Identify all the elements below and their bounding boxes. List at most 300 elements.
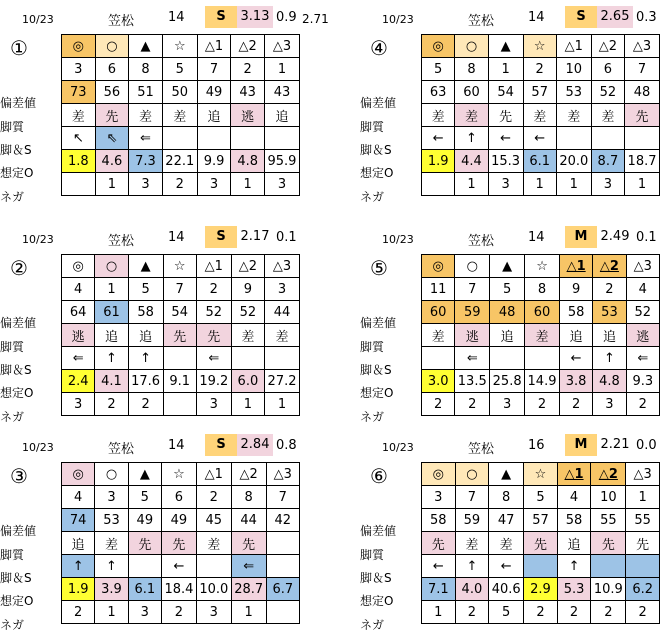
cell-nums: 8 bbox=[455, 58, 488, 81]
race-number: ③ bbox=[10, 464, 28, 488]
panel-header bbox=[0, 226, 300, 250]
race-date: 10/23 bbox=[382, 441, 414, 454]
cell-arrow: ↑ bbox=[95, 555, 128, 578]
row-label: 脚＆S bbox=[360, 143, 392, 157]
cell-nega bbox=[62, 173, 96, 196]
cell-nums: 6 bbox=[161, 486, 196, 509]
cell-odds: 7.1 bbox=[422, 578, 456, 601]
race-date: 10/23 bbox=[22, 233, 54, 246]
cell-style: 逃 bbox=[455, 324, 490, 347]
cell-style: 差 bbox=[422, 104, 455, 127]
row-label: 想定O bbox=[0, 166, 34, 180]
cell-marks: △2 bbox=[231, 463, 266, 486]
cell-dev: 43 bbox=[231, 81, 265, 104]
row-label: 脚質 bbox=[360, 120, 385, 134]
cell-nums: 2 bbox=[196, 278, 231, 301]
cell-arrow bbox=[591, 555, 626, 578]
cell-nums: 5 bbox=[128, 278, 163, 301]
cell-marks: △1 bbox=[556, 35, 591, 58]
row-label: 脚＆S bbox=[0, 571, 32, 585]
cell-dev: 53 bbox=[556, 81, 591, 104]
score-value: 3.13 bbox=[237, 6, 273, 28]
grade-badge: M bbox=[565, 434, 597, 456]
cell-arrow: ↑ bbox=[128, 347, 163, 370]
cell-nums: 2 bbox=[196, 486, 231, 509]
cell-odds: 4.6 bbox=[95, 150, 129, 173]
cell-arrow bbox=[231, 127, 265, 150]
table-row-odds bbox=[422, 578, 660, 601]
race-number: ② bbox=[10, 256, 28, 280]
table-row-nega bbox=[422, 601, 660, 624]
row-label: 脚質 bbox=[360, 340, 385, 354]
cell-odds: 27.2 bbox=[265, 370, 300, 393]
cell-marks: △1 bbox=[197, 35, 231, 58]
cell-arrow bbox=[524, 555, 558, 578]
cell-marks: △1 bbox=[196, 255, 231, 278]
table-row-arrow bbox=[62, 127, 300, 150]
cell-odds: 13.5 bbox=[455, 370, 490, 393]
cell-odds: 2.4 bbox=[62, 370, 95, 393]
cell-arrow bbox=[128, 555, 161, 578]
cell-nega: 1 bbox=[625, 173, 660, 196]
score-value: 2.21 bbox=[600, 437, 630, 452]
cell-dev: 53 bbox=[95, 509, 128, 532]
table-row-nums bbox=[422, 278, 660, 301]
cell-odds: 22.1 bbox=[162, 150, 197, 173]
cell-odds: 19.2 bbox=[196, 370, 231, 393]
runner-count: 14 bbox=[168, 438, 185, 453]
cell-dev: 74 bbox=[62, 509, 95, 532]
cell-marks: ▲ bbox=[488, 35, 523, 58]
cell-style: 差 bbox=[591, 104, 624, 127]
cell-odds: 25.8 bbox=[490, 370, 525, 393]
cell-arrow: ← bbox=[422, 555, 456, 578]
cell-marks: ◎ bbox=[62, 463, 95, 486]
cell-dev: 47 bbox=[489, 509, 524, 532]
cell-nega: 3 bbox=[196, 393, 231, 416]
cell-dev: 48 bbox=[490, 301, 525, 324]
cell-style: 逃 bbox=[626, 324, 659, 347]
cell-marks: ○ bbox=[95, 463, 128, 486]
cell-arrow bbox=[231, 347, 264, 370]
cell-nega bbox=[266, 601, 299, 624]
cell-odds: 1.9 bbox=[422, 150, 455, 173]
cell-nega: 3 bbox=[196, 601, 231, 624]
cell-dev: 56 bbox=[95, 81, 129, 104]
diff-value: 0.3 bbox=[636, 10, 657, 25]
prediction-table bbox=[421, 34, 660, 196]
row-label: 想定O bbox=[360, 594, 394, 608]
table-row-arrow bbox=[422, 127, 660, 150]
cell-nega: 2 bbox=[559, 393, 592, 416]
cell-style: 追 bbox=[128, 324, 163, 347]
cell-dev: 63 bbox=[422, 81, 455, 104]
cell-nums: 9 bbox=[231, 278, 264, 301]
cell-marks: ◎ bbox=[422, 463, 456, 486]
cell-nega: 2 bbox=[161, 601, 196, 624]
cell-style: 差 bbox=[556, 104, 591, 127]
cell-marks: ☆ bbox=[162, 35, 197, 58]
cell-nums: 5 bbox=[128, 486, 161, 509]
row-label: 偏差値 bbox=[0, 316, 37, 330]
cell-dev: 57 bbox=[523, 81, 556, 104]
cell-nega: 3 bbox=[591, 173, 624, 196]
cell-dev: 60 bbox=[455, 81, 488, 104]
cell-arrow bbox=[265, 347, 300, 370]
cell-nums: 3 bbox=[265, 278, 300, 301]
table-row-marks bbox=[62, 463, 300, 486]
cell-marks: ☆ bbox=[163, 255, 196, 278]
cell-style: 差 bbox=[265, 324, 300, 347]
cell-nums: 10 bbox=[556, 58, 591, 81]
row-label: 脚質 bbox=[0, 120, 25, 134]
cell-marks: △2 bbox=[593, 255, 626, 278]
cell-marks: △1 bbox=[557, 463, 591, 486]
cell-arrow: ← bbox=[523, 127, 556, 150]
panel-header bbox=[360, 226, 660, 250]
cell-odds: 2.9 bbox=[524, 578, 558, 601]
cell-style: 逃 bbox=[62, 324, 95, 347]
cell-marks: △2 bbox=[591, 463, 626, 486]
cell-arrow: ↑ bbox=[95, 347, 128, 370]
cell-nums: 3 bbox=[95, 486, 128, 509]
cell-arrow bbox=[490, 347, 525, 370]
cell-dev: 52 bbox=[626, 301, 659, 324]
cell-marks: △2 bbox=[591, 35, 624, 58]
cell-style: 差 bbox=[422, 324, 455, 347]
cell-marks: ○ bbox=[455, 463, 489, 486]
cell-nega: 1 bbox=[556, 173, 591, 196]
cell-odds: 3.8 bbox=[559, 370, 592, 393]
table-row-nums bbox=[422, 58, 660, 81]
cell-dev: 44 bbox=[265, 301, 300, 324]
cell-odds: 95.9 bbox=[264, 150, 299, 173]
cell-nega: 2 bbox=[626, 601, 660, 624]
cell-marks: ○ bbox=[455, 255, 490, 278]
runner-count: 14 bbox=[168, 10, 185, 25]
cell-arrow: ↑ bbox=[455, 555, 489, 578]
race-number: ① bbox=[10, 36, 28, 60]
table-row-style bbox=[62, 324, 300, 347]
row-label: ネガ bbox=[360, 410, 385, 424]
cell-style: 差 bbox=[231, 324, 264, 347]
cell-marks: ☆ bbox=[524, 463, 558, 486]
cell-style: 追 bbox=[197, 104, 231, 127]
grade-badge: S bbox=[565, 6, 597, 28]
cell-odds: 6.0 bbox=[231, 370, 264, 393]
cell-arrow bbox=[625, 127, 660, 150]
runner-count: 14 bbox=[528, 10, 545, 25]
cell-nega: 3 bbox=[490, 393, 525, 416]
cell-style: 追 bbox=[593, 324, 626, 347]
cell-arrow: ↑ bbox=[557, 555, 591, 578]
cell-marks: ▲ bbox=[489, 463, 524, 486]
cell-nums: 7 bbox=[163, 278, 196, 301]
cell-nums: 8 bbox=[525, 278, 560, 301]
cell-nums: 6 bbox=[591, 58, 624, 81]
cell-nums: 11 bbox=[422, 278, 455, 301]
row-label: 脚質 bbox=[0, 548, 25, 562]
cell-odds: 3.0 bbox=[422, 370, 455, 393]
table-row-odds bbox=[62, 578, 300, 601]
cell-dev: 49 bbox=[161, 509, 196, 532]
table-row-style bbox=[422, 324, 660, 347]
cell-marks: ○ bbox=[95, 255, 128, 278]
cell-nums: 2 bbox=[593, 278, 626, 301]
cell-style: 先 bbox=[95, 104, 129, 127]
cell-nega: 2 bbox=[62, 601, 95, 624]
cell-dev: 45 bbox=[196, 509, 231, 532]
cell-nega: 1 bbox=[231, 601, 266, 624]
cell-nega: 3 bbox=[128, 601, 161, 624]
cell-nums: 4 bbox=[62, 278, 95, 301]
cell-style: 先 bbox=[128, 532, 161, 555]
cell-arrow bbox=[163, 347, 196, 370]
venue: 笠松 bbox=[468, 234, 495, 249]
cell-style: 先 bbox=[488, 104, 523, 127]
cell-dev: 57 bbox=[524, 509, 558, 532]
cell-nega: 2 bbox=[95, 393, 128, 416]
cell-dev: 42 bbox=[266, 509, 299, 532]
cell-dev: 50 bbox=[162, 81, 197, 104]
cell-style: 先 bbox=[524, 532, 558, 555]
cell-nega: 1 bbox=[455, 173, 488, 196]
cell-nega: 1 bbox=[523, 173, 556, 196]
cell-dev: 52 bbox=[231, 301, 264, 324]
cell-arrow: ↖ bbox=[62, 127, 96, 150]
table-row-nums bbox=[422, 486, 660, 509]
runner-count: 14 bbox=[528, 230, 545, 245]
score-value: 2.17 bbox=[240, 229, 270, 244]
cell-style: 追 bbox=[559, 324, 592, 347]
cell-nums: 7 bbox=[625, 58, 660, 81]
cell-nums: 5 bbox=[422, 58, 455, 81]
cell-style: 差 bbox=[525, 324, 560, 347]
table-row-nega bbox=[422, 173, 660, 196]
cell-dev: 53 bbox=[593, 301, 626, 324]
cell-odds: 1.9 bbox=[62, 578, 95, 601]
table-row-dev bbox=[422, 509, 660, 532]
cell-dev: 49 bbox=[197, 81, 231, 104]
cell-nums: 1 bbox=[488, 58, 523, 81]
table-row-marks bbox=[62, 255, 300, 278]
diff-value: 0.1 bbox=[276, 230, 297, 245]
row-label: 偏差値 bbox=[360, 316, 397, 330]
cell-odds: 17.6 bbox=[128, 370, 163, 393]
cell-nega: 1 bbox=[95, 173, 129, 196]
prediction-table bbox=[421, 254, 660, 416]
table-row-odds bbox=[62, 370, 300, 393]
race-date: 10/23 bbox=[22, 13, 54, 26]
cell-arrow: ⇖ bbox=[95, 127, 129, 150]
cell-style: 差 bbox=[489, 532, 524, 555]
cell-marks: ☆ bbox=[525, 255, 560, 278]
prediction-table bbox=[61, 462, 300, 624]
cell-odds: 10.0 bbox=[196, 578, 231, 601]
cell-marks: ◎ bbox=[62, 35, 96, 58]
extra-value: 2.71 bbox=[302, 12, 329, 26]
table-row-style bbox=[62, 104, 300, 127]
cell-marks: ☆ bbox=[161, 463, 196, 486]
cell-dev: 49 bbox=[128, 509, 161, 532]
cell-odds: 9.9 bbox=[197, 150, 231, 173]
cell-odds: 28.7 bbox=[231, 578, 266, 601]
cell-dev: 58 bbox=[559, 301, 592, 324]
cell-marks: ▲ bbox=[490, 255, 525, 278]
cell-odds: 9.3 bbox=[626, 370, 659, 393]
cell-nums: 10 bbox=[591, 486, 626, 509]
row-label: ネガ bbox=[0, 618, 25, 632]
cell-style: 差 bbox=[95, 532, 128, 555]
prediction-table bbox=[421, 462, 660, 624]
cell-marks: ◎ bbox=[62, 255, 95, 278]
cell-nega: 2 bbox=[455, 601, 489, 624]
cell-arrow bbox=[626, 555, 660, 578]
cell-style: 先 bbox=[626, 532, 660, 555]
cell-style: 差 bbox=[196, 532, 231, 555]
cell-arrow bbox=[197, 127, 231, 150]
cell-dev: 43 bbox=[264, 81, 299, 104]
cell-style: 先 bbox=[625, 104, 660, 127]
cell-arrow: ↑ bbox=[593, 347, 626, 370]
table-row-arrow bbox=[422, 347, 660, 370]
cell-arrow bbox=[422, 347, 455, 370]
cell-odds: 1.8 bbox=[62, 150, 96, 173]
grade-badge: S bbox=[205, 434, 237, 456]
cell-marks: △3 bbox=[625, 35, 660, 58]
cell-odds: 4.4 bbox=[455, 150, 488, 173]
cell-marks: ▲ bbox=[128, 463, 161, 486]
cell-nums: 7 bbox=[455, 486, 489, 509]
cell-nums: 1 bbox=[264, 58, 299, 81]
cell-style: 先 bbox=[163, 324, 196, 347]
cell-arrow bbox=[591, 127, 624, 150]
table-row-odds bbox=[422, 370, 660, 393]
cell-nega: 2 bbox=[128, 393, 163, 416]
venue: 笠松 bbox=[468, 442, 495, 457]
table-row-nega bbox=[62, 173, 300, 196]
cell-nega: 1 bbox=[265, 393, 300, 416]
cell-nega bbox=[163, 393, 196, 416]
cell-nums: 8 bbox=[231, 486, 266, 509]
cell-dev: 54 bbox=[488, 81, 523, 104]
cell-dev: 44 bbox=[231, 509, 266, 532]
runner-count: 14 bbox=[168, 230, 185, 245]
cell-dev: 60 bbox=[422, 301, 455, 324]
table-row-odds bbox=[422, 150, 660, 173]
cell-arrow bbox=[196, 555, 231, 578]
cell-nega: 1 bbox=[231, 173, 265, 196]
cell-marks: ▲ bbox=[128, 255, 163, 278]
cell-odds: 6.2 bbox=[626, 578, 660, 601]
cell-arrow bbox=[266, 555, 299, 578]
cell-odds: 18.7 bbox=[625, 150, 660, 173]
cell-arrow bbox=[556, 127, 591, 150]
cell-odds: 6.1 bbox=[128, 578, 161, 601]
table-row-style bbox=[422, 532, 660, 555]
cell-odds: 5.3 bbox=[557, 578, 591, 601]
cell-nums: 3 bbox=[422, 486, 456, 509]
row-label: 偏差値 bbox=[360, 524, 397, 538]
cell-nega: 2 bbox=[591, 601, 626, 624]
cell-odds: 6.7 bbox=[266, 578, 299, 601]
cell-nega: 5 bbox=[489, 601, 524, 624]
table-row-arrow bbox=[62, 347, 300, 370]
cell-dev: 52 bbox=[591, 81, 624, 104]
prediction-table bbox=[61, 34, 300, 196]
table-row-dev bbox=[62, 81, 300, 104]
cell-arrow: ← bbox=[422, 127, 455, 150]
cell-dev: 58 bbox=[422, 509, 456, 532]
cell-nega: 2 bbox=[557, 601, 591, 624]
score-value: 2.84 bbox=[237, 434, 273, 456]
row-label: 脚＆S bbox=[360, 363, 392, 377]
cell-nega bbox=[422, 173, 455, 196]
race-number: ⑤ bbox=[370, 256, 388, 280]
table-row-nums bbox=[62, 486, 300, 509]
cell-arrow: ⇐ bbox=[196, 347, 231, 370]
row-label: 脚質 bbox=[360, 548, 385, 562]
cell-nums: 4 bbox=[557, 486, 591, 509]
row-label: 想定O bbox=[0, 594, 34, 608]
cell-odds: 4.1 bbox=[95, 370, 128, 393]
cell-style: 差 bbox=[62, 104, 96, 127]
grade-badge: M bbox=[565, 226, 597, 248]
cell-marks: ○ bbox=[95, 35, 129, 58]
cell-dev: 73 bbox=[62, 81, 96, 104]
cell-arrow: ⇐ bbox=[626, 347, 659, 370]
table-row-nega bbox=[62, 393, 300, 416]
race-number: ⑥ bbox=[370, 464, 388, 488]
cell-dev: 52 bbox=[196, 301, 231, 324]
cell-style: 追 bbox=[95, 324, 128, 347]
cell-marks: ◎ bbox=[422, 255, 455, 278]
cell-dev: 58 bbox=[557, 509, 591, 532]
grade-badge: S bbox=[205, 6, 237, 28]
cell-dev: 58 bbox=[128, 301, 163, 324]
table-row-marks bbox=[62, 35, 300, 58]
venue: 笠松 bbox=[468, 14, 495, 29]
cell-arrow bbox=[162, 127, 197, 150]
cell-style: 追 bbox=[490, 324, 525, 347]
cell-arrow: ↑ bbox=[455, 127, 488, 150]
cell-odds: 8.7 bbox=[591, 150, 624, 173]
venue: 笠松 bbox=[108, 442, 135, 457]
cell-arrow: ⇐ bbox=[62, 347, 95, 370]
diff-value: 0.0 bbox=[636, 438, 657, 453]
score-value: 2.65 bbox=[597, 6, 633, 28]
table-row-marks bbox=[422, 463, 660, 486]
cell-odds: 4.8 bbox=[231, 150, 265, 173]
diff-value: 0.1 bbox=[636, 230, 657, 245]
cell-arrow: ← bbox=[559, 347, 592, 370]
table-row-dev bbox=[62, 509, 300, 532]
table-row-arrow bbox=[422, 555, 660, 578]
cell-marks: ○ bbox=[455, 35, 488, 58]
cell-marks: △3 bbox=[626, 463, 660, 486]
row-label: 脚＆S bbox=[0, 363, 32, 377]
panel-header bbox=[0, 434, 300, 458]
cell-arrow bbox=[264, 127, 299, 150]
row-label: ネガ bbox=[0, 410, 25, 424]
cell-nums: 1 bbox=[95, 278, 128, 301]
cell-dev: 59 bbox=[455, 509, 489, 532]
cell-nums: 5 bbox=[490, 278, 525, 301]
cell-odds: 3.9 bbox=[95, 578, 128, 601]
row-label: 脚＆S bbox=[0, 143, 32, 157]
row-label: ネガ bbox=[360, 190, 385, 204]
cell-odds: 9.1 bbox=[163, 370, 196, 393]
